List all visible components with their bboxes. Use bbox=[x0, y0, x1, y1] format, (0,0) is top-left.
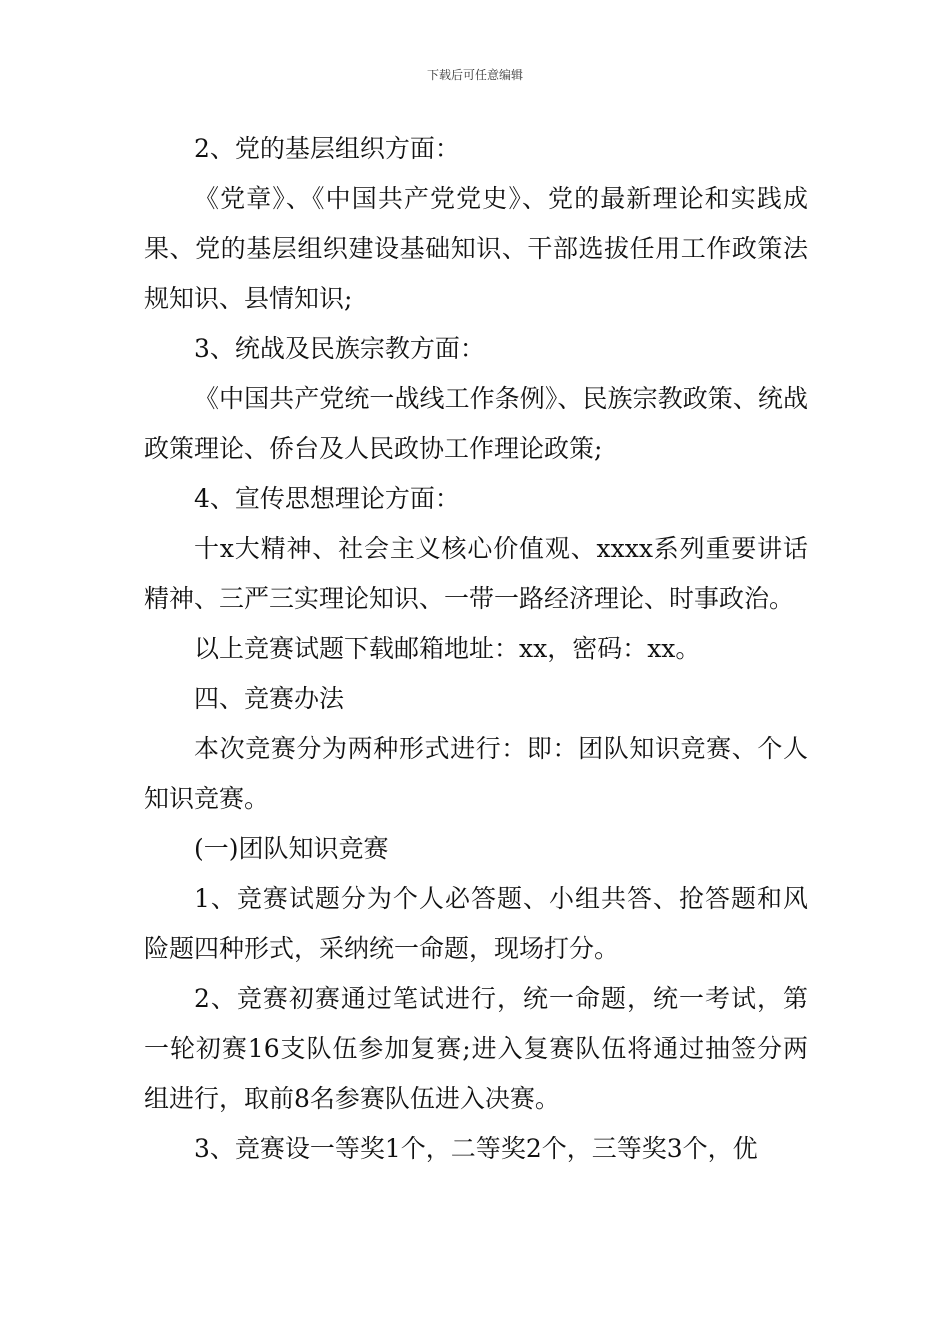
paragraph-download-info: 以上竞赛试题下载邮箱地址：xx，密码：xx。 bbox=[194, 634, 701, 663]
paragraph-team-competition-heading: (一)团队知识竞赛 bbox=[194, 834, 389, 863]
paragraph-competition-forms: 本次竞赛分为两种形式进行：即：团队知识竞赛、个人知识竞赛。 bbox=[144, 734, 808, 813]
paragraph-section-3-body: 《中国共产党统一战线工作条例》、民族宗教政策、统战政策理论、侨台及人民政协工作理论政策; bbox=[144, 384, 808, 463]
document-body bbox=[144, 124, 808, 1174]
paragraph-section-4-heading: 4、宣传思想理论方面： bbox=[194, 484, 460, 513]
paragraph-competition-method-heading: 四、竞赛办法 bbox=[194, 684, 345, 713]
paragraph-rule-2: 2、竞赛初赛通过笔试进行，统一命题，统一考试，第一轮初赛16支队伍参加复赛;进入复赛队伍将通过抽签分两组进行，取前8名参赛队伍进入决赛。 bbox=[144, 984, 808, 1113]
paragraph-section-2-heading: 2、党的基层组织方面： bbox=[194, 134, 460, 163]
paragraph-rule-3: 3、竞赛设一等奖1个，二等奖2个，三等奖3个，优 bbox=[194, 1134, 758, 1163]
paragraph-rule-1: 1、竞赛试题分为个人必答题、小组共答、抢答题和风险题四种形式，采纳统一命题，现场打分。 bbox=[144, 884, 808, 963]
paragraph-section-2-body: 《党章》、《中国共产党党史》、党的最新理论和实践成果、党的基层组织建设基础知识、干部选拔任用工作政策法规知识、县情知识; bbox=[144, 184, 808, 313]
paragraph-section-3-heading: 3、统战及民族宗教方面： bbox=[194, 334, 485, 363]
paragraph-section-4-body: 十x大精神、社会主义核心价值观、xxxx系列重要讲话精神、三严三实理论知识、一带一路经济理论、时事政治。 bbox=[144, 534, 808, 613]
page-header-note: 下载后可任意编辑 bbox=[426, 68, 523, 82]
